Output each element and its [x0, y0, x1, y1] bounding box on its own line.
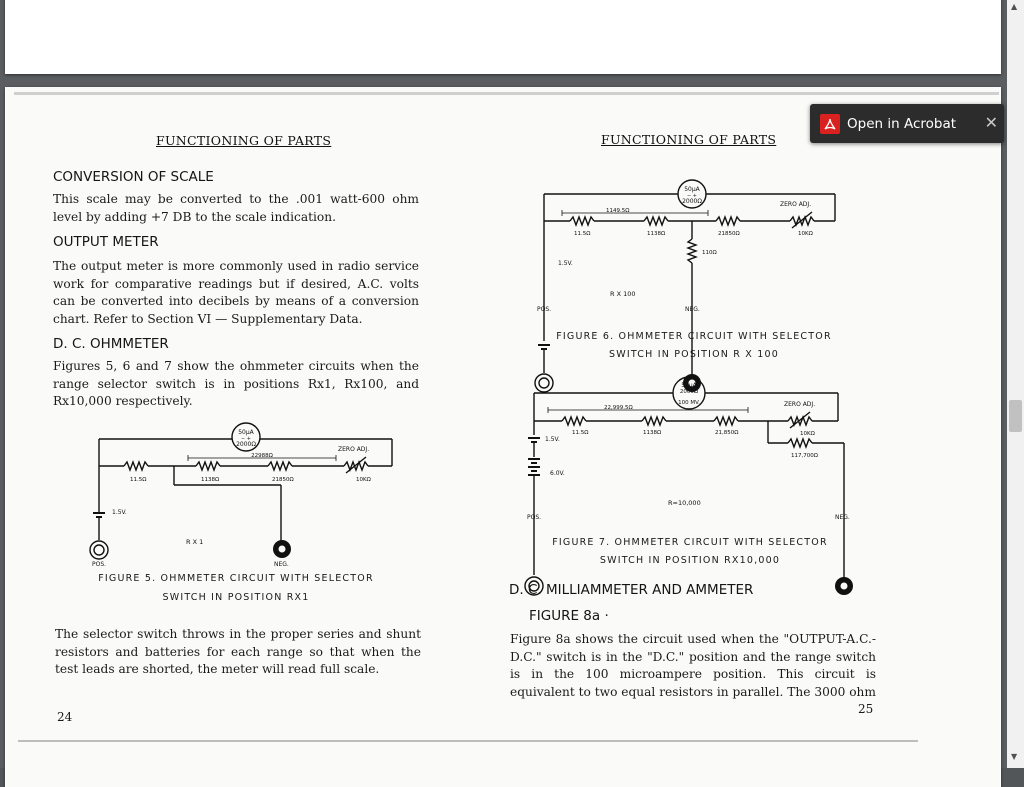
- paragraph-output-meter: The output meter is more commonly used in radio service work for comparative readings but if desired, A.C. volts can be converted into decibels by means of a conversion chart. Refer to Section VI — Supplementary Data.: [53, 259, 419, 326]
- fig7-battery1: 1.5V.: [545, 436, 560, 443]
- fig7-pos: POS.: [527, 514, 542, 521]
- pdf-page: [5, 87, 1001, 787]
- fig5-res-span: 22988Ω: [251, 453, 273, 459]
- figure-8a-label: FIGURE 8a ·: [529, 608, 609, 624]
- fig5-neg: NEG.: [274, 561, 289, 568]
- open-in-acrobat-button[interactable]: [810, 104, 1004, 143]
- fig5-meter-label: 50μA: [238, 429, 254, 436]
- fig5-meter-sign: − +: [241, 436, 251, 442]
- fig6-meter-label: 50μA: [684, 186, 700, 193]
- fig5-range: R X 1: [186, 538, 204, 546]
- figure-5-caption-line2: SWITCH IN POSITION RX1: [162, 592, 310, 603]
- fig6-res-d: 10KΩ: [798, 231, 813, 237]
- fig6-res-shunt: 110Ω: [702, 250, 717, 256]
- fig5-zero-adj: ZERO ADJ.: [338, 446, 370, 453]
- figure-5-caption-line1: FIGURE 5. OHMMETER CIRCUIT WITH SELECTOR: [98, 573, 374, 584]
- fig6-res-span: 1149.5Ω: [606, 208, 630, 214]
- right-page-number: 25: [858, 702, 874, 716]
- fig7-res-b: 1138Ω: [643, 430, 662, 436]
- left-page-header: FUNCTIONING OF PARTS: [156, 133, 332, 148]
- section-title-dc-ohmmeter: D. C. OHMMETER: [53, 336, 169, 352]
- right-page-header: FUNCTIONING OF PARTS: [601, 132, 777, 147]
- paragraph-dc-ohmmeter: Figures 5, 6 and 7 show the ohmmeter circuits when the range selector switch is in positions Rx1, Rx100, and Rx10,000 respectively.: [53, 359, 419, 409]
- fig6-neg: NEG.: [685, 306, 700, 313]
- fig6-meter-sign: − +: [687, 193, 697, 199]
- fig7-res-c: 21,850Ω: [715, 430, 739, 436]
- paragraph-figure-8a: Figure 8a shows the circuit used when the "OUTPUT-A.C.-D.C." switch is in the "D.C." position and the range switch is in the 100 microampere position. This circuit is equivalent to two equal resistors in parallel. The 3000 ohm: [510, 632, 876, 699]
- open-in-acrobat-label: Open in Acrobat: [847, 115, 957, 132]
- figure-7-circuit-diagram: [522, 373, 858, 523]
- fig6-pos: POS.: [537, 306, 552, 313]
- fig6-zero-adj: ZERO ADJ.: [780, 201, 812, 208]
- fig5-meter-ohms: 2000Ω: [236, 441, 256, 448]
- scroll-down-arrow-icon[interactable]: ▼: [1011, 752, 1018, 761]
- fig7-res-span: 22,999.5Ω: [604, 405, 633, 411]
- vertical-scrollbar[interactable]: [1007, 0, 1024, 768]
- fig7-meter-label: 50μA: [681, 382, 697, 389]
- fig5-res-d: 10KΩ: [356, 477, 371, 483]
- fig5-res-c: 21850Ω: [272, 477, 294, 483]
- scanned-spread: [6, 87, 1000, 787]
- figure-7-caption-line2: SWITCH IN POSITION RX10,000: [599, 555, 781, 566]
- figure-6-caption-line2: SWITCH IN POSITION R X 100: [609, 349, 779, 360]
- fig6-meter-ohms: 2000Ω: [682, 198, 702, 205]
- fig5-battery: 1.5V.: [112, 509, 127, 516]
- scan-top-edge: [14, 92, 999, 95]
- figure-6-caption-line1: FIGURE 6. OHMMETER CIRCUIT WITH SELECTOR: [556, 331, 832, 342]
- fig7-res-a: 11.5Ω: [572, 430, 589, 436]
- figure-5-circuit-diagram: [76, 421, 406, 568]
- fig7-meter-mv: 100 MV.: [678, 400, 700, 406]
- fig6-res-c: 21850Ω: [718, 231, 740, 237]
- fig7-neg: NEG.: [835, 514, 850, 521]
- fig7-res-d: 10KΩ: [800, 431, 815, 437]
- scan-bottom-edge: [18, 740, 918, 742]
- fig5-res-b: 1138Ω: [201, 477, 220, 483]
- scroll-up-arrow-icon[interactable]: ▲: [1011, 2, 1018, 11]
- close-icon[interactable]: ✕: [984, 113, 998, 132]
- fig7-battery2: 6.0V.: [550, 470, 565, 477]
- section-title-dc-milliammeter: D. C. MILLIAMMETER AND AMMETER: [509, 582, 754, 598]
- paragraph-conversion: This scale may be converted to the .001 watt-600 ohm level by adding +7 DB to the scale indication.: [53, 192, 419, 224]
- previous-page: [5, 0, 1001, 74]
- fig5-pos: POS.: [92, 561, 107, 568]
- left-page-number: 24: [57, 710, 73, 724]
- fig7-zero-adj: ZERO ADJ.: [784, 401, 816, 408]
- fig6-battery: 1.5V.: [558, 260, 573, 267]
- fig5-res-a: 11.5Ω: [130, 477, 147, 483]
- paragraph-selector-switch: The selector switch throws in the proper series and shunt resistors and batteries for each range so that when the test leads are shorted, the meter will read full scale.: [55, 627, 421, 677]
- fig6-res-b: 1138Ω: [647, 231, 666, 237]
- fig7-range: R=10,000: [668, 499, 701, 507]
- fig6-range: R X 100: [610, 290, 636, 298]
- figure-7-caption-line1: FIGURE 7. OHMMETER CIRCUIT WITH SELECTOR: [552, 537, 828, 548]
- fig7-meter-ohms: 2000Ω: [679, 389, 699, 395]
- scrollbar-thumb[interactable]: [1009, 400, 1022, 432]
- fig6-res-a: 11.5Ω: [574, 231, 591, 237]
- fig7-res-e: 117,700Ω: [791, 453, 818, 459]
- adobe-acrobat-icon: [820, 114, 840, 134]
- section-title-output-meter: OUTPUT METER: [53, 234, 159, 250]
- section-title-conversion: CONVERSION OF SCALE: [53, 169, 214, 185]
- figure-6-circuit-diagram: [532, 177, 842, 315]
